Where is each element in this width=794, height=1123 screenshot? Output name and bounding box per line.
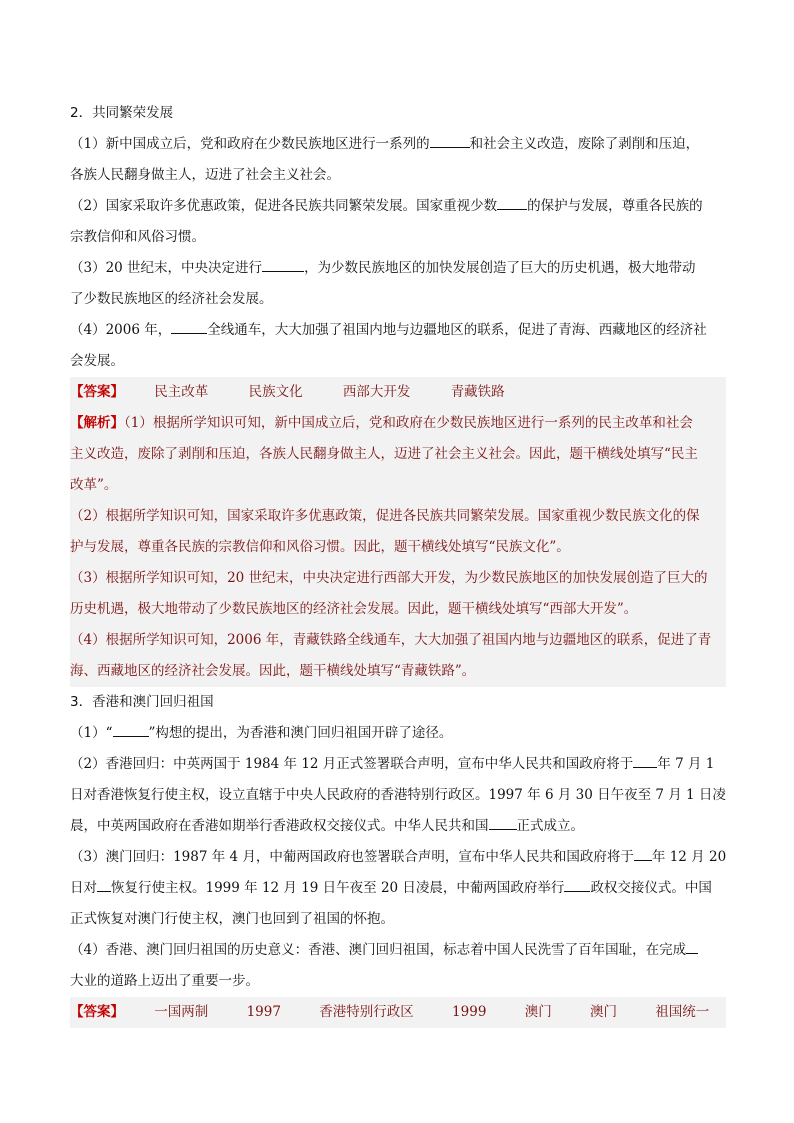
answer-analysis-box-2	[70, 377, 726, 687]
analysis-line: 海、西藏地区的经济社会发展。因此，题干横线处填写“青藏铁路”。	[70, 663, 476, 679]
question-3-4	[70, 935, 726, 997]
fill-blank	[497, 197, 527, 210]
text: 了少数民族地区的经济社会发展。	[70, 291, 273, 307]
analysis-line: 改革”。	[70, 477, 118, 493]
answer-item: 香港特别行政区	[319, 1004, 414, 1020]
question-2-4	[70, 315, 726, 377]
fill-blank	[171, 321, 207, 334]
text: （1）“	[70, 725, 113, 741]
analysis-line: （4）根据所学知识可知，2006 年，青藏铁路全线通车，大大加强了祖国内地与边疆地区的联系，促进了青	[70, 632, 712, 648]
analysis-line: 历史机遇，极大地带动了少数民族地区的经济社会发展。因此，题干横线处填写“西部大开发”。	[70, 601, 638, 617]
fill-blank	[564, 879, 590, 892]
text: ，为少数民族地区的加快发展创造了巨大的历史机遇，极大地带动	[304, 260, 696, 276]
question-3-3	[70, 842, 726, 935]
answer-list	[154, 1004, 709, 1020]
analysis-line: 护与发展，尊重各民族的宗教信仰和风俗习惯。因此，题干横线处填写“民族文化”。	[70, 539, 570, 555]
answer-item: 澳门	[590, 1004, 617, 1020]
fill-blank	[430, 135, 470, 148]
text: 大业的道路上迈出了重要一步。	[70, 973, 259, 989]
answer-item: 西部大开发	[342, 384, 411, 400]
text: （4）香港、澳门回归祖国的历史意义：香港、澳门回归祖国，标志着中国人民洗雪了百年国耻，在完成	[70, 942, 687, 958]
analysis-line: （2）根据所学知识可知，国家采取许多优惠政策，促进各民族共同繁荣发展。国家重视少数民族文化的保	[70, 508, 700, 524]
fill-blank	[262, 259, 304, 272]
text: 会发展。	[70, 353, 124, 369]
answer-item: 一国两制	[154, 1004, 209, 1020]
answer-item: 祖国统一	[655, 1004, 710, 1020]
fill-blank	[686, 941, 698, 954]
text: 宗教信仰和风俗习惯。	[70, 229, 205, 245]
fill-blank	[489, 817, 517, 830]
answer-tag: 【答案】	[70, 1004, 124, 1020]
fill-blank	[113, 724, 149, 737]
text: 年 12 月 20	[651, 849, 726, 865]
question-3-2	[70, 749, 726, 842]
fill-blank	[97, 879, 111, 892]
question-2-3	[70, 253, 726, 315]
text: （2）国家采取许多优惠政策，促进各民族共同繁荣发展。国家重视少数	[70, 198, 498, 214]
page-content	[70, 98, 726, 1028]
text: 年 7 月 1	[657, 756, 715, 772]
text: 恢复行使主权。1999 年 12 月 19 日午夜至 20 日凌晨，中葡两国政府举行	[111, 880, 565, 896]
answer-item: 1999	[452, 1004, 487, 1020]
question-3-1	[70, 718, 726, 749]
text: 的保护与发展，尊重各民族的	[527, 198, 703, 214]
text: ”构想的提出，为香港和澳门回归祖国开辟了途径。	[148, 725, 453, 741]
analysis-tag: 【解析】	[70, 415, 124, 431]
section-2-heading: 2．共同繁荣发展	[70, 105, 174, 121]
answer-line	[70, 997, 726, 1028]
analysis-line	[70, 408, 726, 439]
text: 日对	[70, 880, 97, 896]
text: 各族人民翻身做主人，迈进了社会主义社会。	[70, 167, 340, 183]
question-2-2	[70, 191, 726, 253]
answer-box-3	[70, 997, 726, 1028]
text: （2）香港回归：中英两国于 1984 年 12 月正式签署联合声明，宣布中华人民共和国政府将于	[70, 756, 634, 772]
text: 和社会主义改造，废除了剥削和压迫，	[469, 136, 700, 152]
text: （4）2006 年，	[70, 322, 172, 338]
text: （3）20 世纪末，中央决定进行	[70, 260, 263, 276]
text: 晨，中英两国政府在香港如期举行香港政权交接仪式。中华人民共和国	[70, 818, 489, 834]
answer-tag: 【答案】	[70, 384, 124, 400]
section-3-heading: 3．香港和澳门回归祖国	[70, 694, 214, 710]
fill-blank	[634, 848, 652, 861]
text: 正式成立。	[516, 818, 584, 834]
answer-item: 青藏铁路	[450, 384, 505, 400]
text: （1）新中国成立后，党和政府在少数民族地区进行一系列的	[70, 136, 430, 152]
answer-item: 民族文化	[248, 384, 303, 400]
answer-item: 澳门	[524, 1004, 552, 1020]
answer-line	[70, 377, 726, 408]
text: 全线通车，大大加强了祖国内地与边疆地区的联系，促进了青海、西藏地区的经济社	[207, 322, 707, 338]
fill-blank	[633, 755, 657, 768]
answer-list	[154, 384, 540, 400]
analysis-line: 主义改造，废除了剥削和压迫，各族人民翻身做主人，迈进了社会主义社会。因此，题干横线处填写“民主	[70, 446, 698, 462]
text: （3）澳门回归：1987 年 4 月，中葡两国政府也签署联合声明，宣布中华人民共和国政府将于	[70, 849, 634, 865]
text: 正式恢复对澳门行使主权，澳门也回到了祖国的怀抱。	[70, 911, 394, 927]
text: 政权交接仪式。中国	[590, 880, 712, 896]
question-2-1	[70, 129, 726, 191]
text: 日对香港恢复行使主权，设立直辖于中央人民政府的香港特别行政区。1997 年 6 月 30 日午夜至 7 月 1 日凌	[70, 787, 726, 803]
analysis-line: （3）根据所学知识可知，20 世纪末，中央决定进行西部大开发，为少数民族地区的加快发展创造了巨大的	[70, 570, 708, 586]
analysis-text: （1）根据所学知识可知，新中国成立后，党和政府在少数民族地区进行一系列的民主改革和社会	[124, 415, 693, 431]
answer-item: 1997	[246, 1004, 281, 1020]
answer-item: 民主改革	[154, 384, 209, 400]
